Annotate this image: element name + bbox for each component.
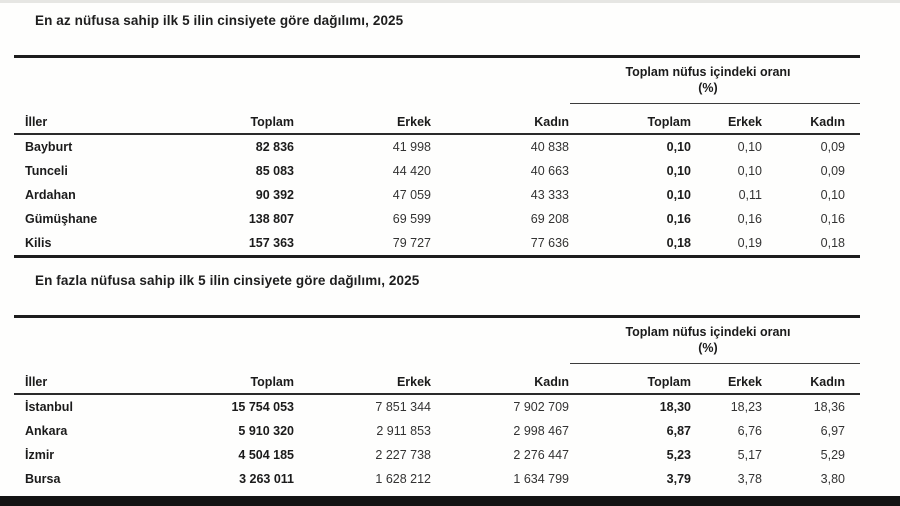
female-population: 2 998 467 bbox=[513, 424, 569, 438]
col-header-total: Toplam bbox=[204, 364, 295, 395]
total-share-percent: 0,10 bbox=[666, 140, 691, 154]
female-population: 2 276 447 bbox=[513, 448, 569, 462]
female-share-percent: 0,10 bbox=[820, 188, 845, 202]
female-share-percent: 0,09 bbox=[820, 140, 845, 154]
table-row bbox=[14, 207, 860, 231]
female-share-percent: 0,09 bbox=[820, 164, 845, 178]
least-populated-table-title: En az nüfusa sahip ilk 5 ilin cinsiyete göre dağılımı, 2025 bbox=[35, 13, 404, 28]
total-share-percent: 0,16 bbox=[666, 212, 691, 226]
most-populated-table-body bbox=[14, 394, 860, 506]
col-header-female-share: Kadın bbox=[763, 364, 860, 395]
span-header-row bbox=[14, 57, 860, 104]
col-header-male-share: Erkek bbox=[692, 104, 763, 135]
least-populated-provinces-table bbox=[14, 55, 860, 258]
span-header-spacer bbox=[14, 57, 570, 104]
span-header-spacer bbox=[14, 317, 570, 364]
male-population: 69 599 bbox=[392, 212, 431, 226]
province-name: İstanbul bbox=[25, 400, 73, 414]
female-share-percent: 18,36 bbox=[813, 400, 845, 414]
total-share-percent: 6,87 bbox=[666, 424, 691, 438]
total-population: 3 263 011 bbox=[239, 472, 294, 486]
male-share-percent: 5,17 bbox=[737, 448, 762, 462]
female-population: 69 208 bbox=[530, 212, 569, 226]
male-share-percent: 0,19 bbox=[737, 236, 762, 250]
total-share-percent: 5,23 bbox=[666, 448, 691, 462]
female-share-percent: 5,29 bbox=[820, 448, 845, 462]
female-share-percent: 0,16 bbox=[820, 212, 845, 226]
column-header-row bbox=[14, 104, 860, 135]
male-share-percent: 0,11 bbox=[738, 188, 762, 202]
col-header-male: Erkek bbox=[295, 104, 432, 135]
col-header-provinces: İller bbox=[14, 104, 204, 135]
total-share-percent: 3,79 bbox=[666, 472, 691, 486]
col-header-total-share: Toplam bbox=[570, 364, 692, 395]
bottom-black-bar bbox=[0, 496, 900, 506]
male-population: 47 059 bbox=[392, 188, 431, 202]
male-share-percent: 3,78 bbox=[737, 472, 762, 486]
province-name: Gümüşhane bbox=[25, 212, 98, 226]
female-population: 77 636 bbox=[530, 236, 569, 250]
col-header-female: Kadın bbox=[432, 364, 570, 395]
col-header-total: Toplam bbox=[204, 104, 295, 135]
female-share-percent: 6,97 bbox=[820, 424, 845, 438]
table-row bbox=[14, 467, 860, 491]
province-name: Bursa bbox=[25, 472, 61, 486]
male-share-percent: 18,23 bbox=[730, 400, 762, 414]
total-population: 82 836 bbox=[255, 140, 294, 154]
male-share-percent: 6,76 bbox=[737, 424, 762, 438]
female-population: 1 634 799 bbox=[513, 472, 569, 486]
male-population: 44 420 bbox=[392, 164, 431, 178]
span-header-unit: (%) bbox=[698, 341, 718, 356]
female-population: 43 333 bbox=[530, 188, 569, 202]
table-row bbox=[14, 443, 860, 467]
male-population: 7 851 344 bbox=[375, 400, 431, 414]
share-of-total-population-header bbox=[570, 317, 860, 364]
table-row bbox=[14, 183, 860, 207]
col-header-total-share: Toplam bbox=[570, 104, 692, 135]
table-row bbox=[14, 134, 860, 159]
male-population: 2 227 738 bbox=[375, 448, 431, 462]
male-population: 41 998 bbox=[392, 140, 431, 154]
column-header-row bbox=[14, 364, 860, 395]
most-populated-provinces-table bbox=[14, 315, 860, 506]
province-name: Tunceli bbox=[25, 164, 68, 178]
span-header-text: Toplam nüfus içindeki oranı bbox=[625, 65, 791, 79]
most-populated-table-title: En fazla nüfusa sahip ilk 5 ilin cinsiyete göre dağılımı, 2025 bbox=[35, 273, 420, 288]
female-population: 40 838 bbox=[530, 140, 569, 154]
male-population: 1 628 212 bbox=[375, 472, 431, 486]
col-header-female: Kadın bbox=[432, 104, 570, 135]
span-header-text: Toplam nüfus içindeki oranı bbox=[625, 325, 791, 339]
table-row bbox=[14, 419, 860, 443]
col-header-female-share: Kadın bbox=[763, 104, 860, 135]
female-population: 40 663 bbox=[530, 164, 569, 178]
table-row bbox=[14, 159, 860, 183]
total-population: 85 083 bbox=[255, 164, 294, 178]
province-name: Bayburt bbox=[25, 140, 73, 154]
male-share-percent: 0,10 bbox=[737, 140, 762, 154]
total-population: 15 754 053 bbox=[231, 400, 294, 414]
span-header-unit: (%) bbox=[698, 81, 718, 96]
province-name: Ankara bbox=[25, 424, 68, 438]
col-header-male: Erkek bbox=[295, 364, 432, 395]
least-populated-table-body bbox=[14, 134, 860, 257]
table-row bbox=[14, 394, 860, 419]
span-header-row bbox=[14, 317, 860, 364]
total-population: 5 910 320 bbox=[238, 424, 294, 438]
total-share-percent: 0,10 bbox=[666, 188, 691, 202]
male-share-percent: 0,10 bbox=[737, 164, 762, 178]
male-population: 2 911 853 bbox=[376, 424, 431, 438]
total-population: 138 807 bbox=[248, 212, 294, 226]
total-share-percent: 18,30 bbox=[659, 400, 691, 414]
province-name: İzmir bbox=[25, 448, 55, 462]
female-population: 7 902 709 bbox=[513, 400, 569, 414]
col-header-provinces: İller bbox=[14, 364, 204, 395]
total-population: 4 504 185 bbox=[238, 448, 294, 462]
total-share-percent: 0,18 bbox=[666, 236, 691, 250]
table-row bbox=[14, 231, 860, 257]
col-header-male-share: Erkek bbox=[692, 364, 763, 395]
total-population: 157 363 bbox=[248, 236, 294, 250]
total-population: 90 392 bbox=[255, 188, 294, 202]
female-share-percent: 3,80 bbox=[820, 472, 845, 486]
province-name: Ardahan bbox=[25, 188, 76, 202]
female-share-percent: 0,18 bbox=[820, 236, 845, 250]
share-of-total-population-header bbox=[570, 57, 860, 104]
province-name: Kilis bbox=[25, 236, 52, 250]
male-population: 79 727 bbox=[392, 236, 431, 250]
total-share-percent: 0,10 bbox=[666, 164, 691, 178]
male-share-percent: 0,16 bbox=[737, 212, 762, 226]
